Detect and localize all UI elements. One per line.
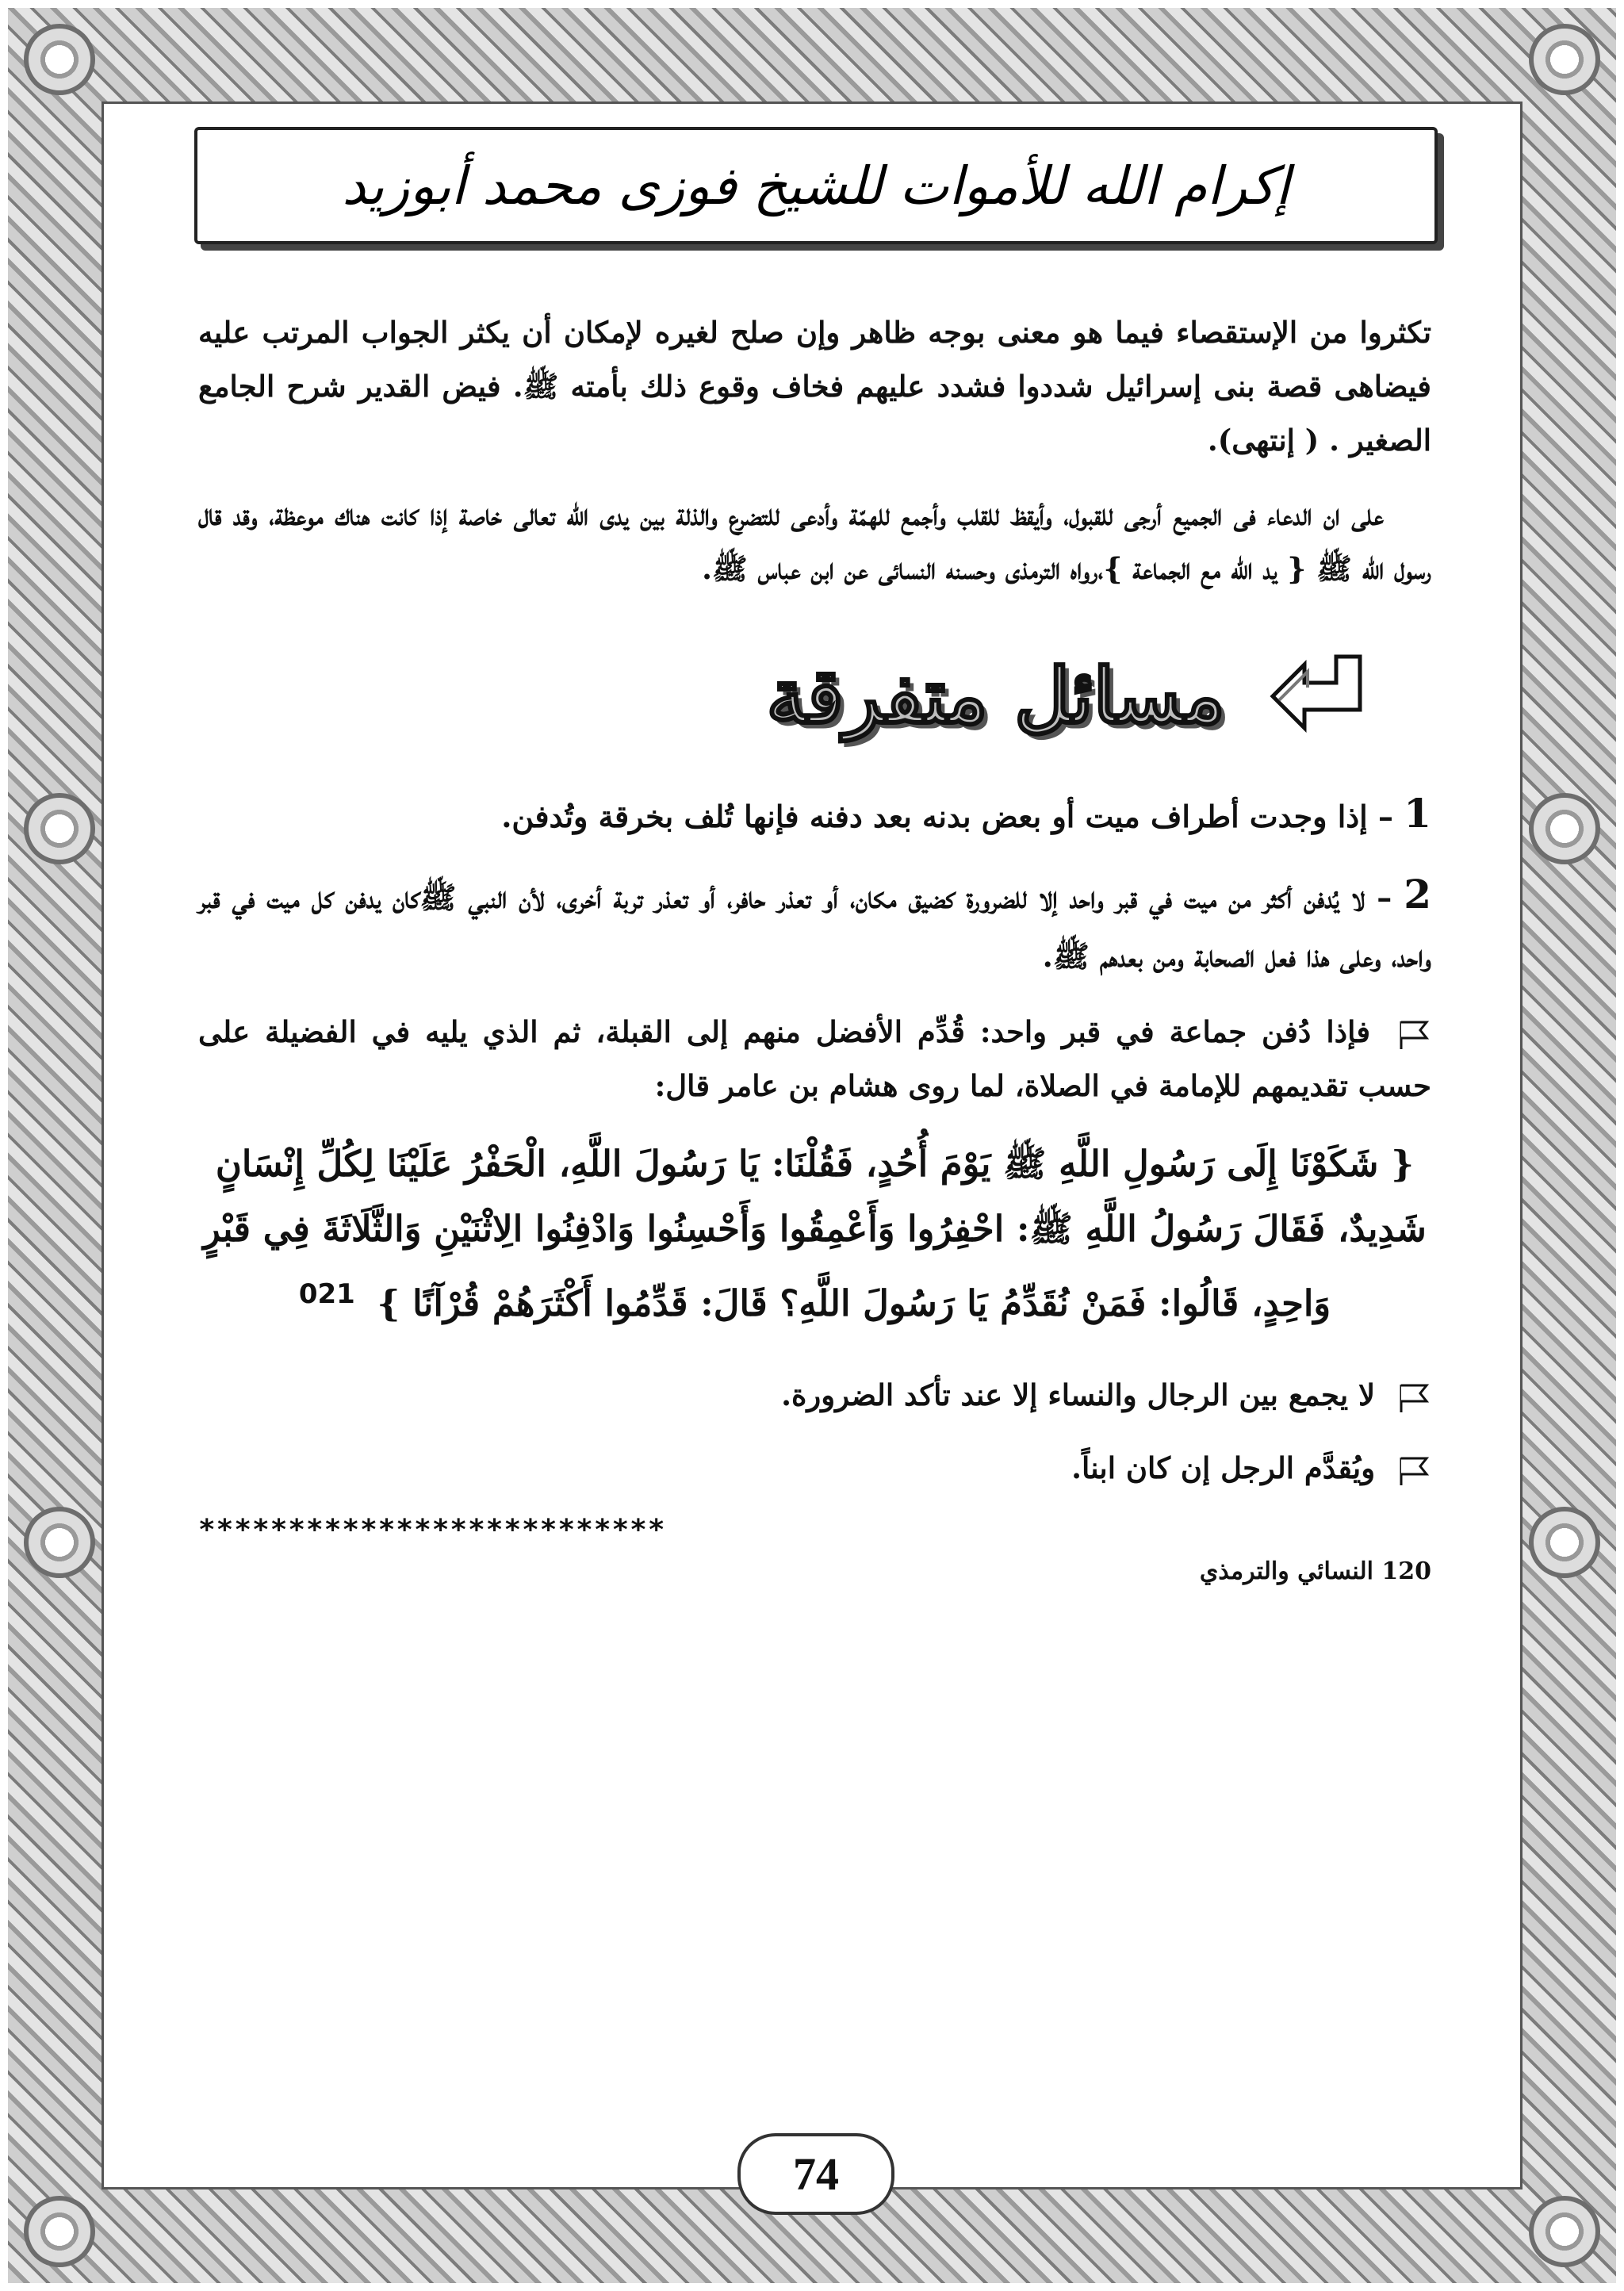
rosette-bottom-left bbox=[24, 2196, 95, 2267]
section-title: مسائل متفرقة bbox=[766, 651, 1225, 741]
rosette-right bbox=[1529, 793, 1600, 864]
flag-icon bbox=[1396, 1019, 1431, 1051]
rosette-right-lower bbox=[1529, 1507, 1600, 1578]
hadith-quote bbox=[198, 1132, 1431, 1336]
rosette-left-lower bbox=[24, 1507, 95, 1578]
page-number: 74 bbox=[793, 2148, 839, 2200]
page-title: إكرام الله للأموات للشيخ فوزى محمد أبوزيد bbox=[342, 155, 1290, 216]
flag-paragraph bbox=[198, 1441, 1431, 1495]
rosette-bottom-right bbox=[1529, 2196, 1600, 2267]
flag-paragraph-text: فإذا دُفن جماعة في قبر واحد: قُدِّم الأفضل منهم إلى القبلة، ثم الذي يليه في الفضيلة على حسب تقديمهم للإمامة في الصلاة، لما روى هشام بن عامر قال: bbox=[198, 1014, 1431, 1103]
footnote: 120 النسائي والترمذي bbox=[1199, 1557, 1431, 1585]
header-title-box bbox=[194, 127, 1438, 244]
item-text: – إذا وجدت أطراف ميت أو بعض بدنه بعد دفنه فإنها تُلف بخرقة وتُدفن. bbox=[501, 799, 1393, 834]
footnote-separator: ************************** bbox=[198, 1514, 666, 1546]
rosette-top-right bbox=[1529, 24, 1600, 95]
hadith-text: { شَكَوْنَا إِلَى رَسُولِ اللَّهِ ﷺ يَوْمَ أُحُدٍ، فَقُلْنَا: يَا رَسُولَ اللَّهِ، الْحَفْرُ عَلَيْنَا لِكُلِّ إِنْسَانٍ شَدِيدٌ، فَقَالَ رَسُولُ اللَّهِ ﷺ: احْفِرُوا وَأَعْمِقُوا وَأَحْسِنُوا وَادْفِنُوا الِاثْنَيْنِ وَالثَّلَاثَةَ فِي قَبْرٍ وَاحِدٍ، قَالُوا: فَمَنْ نُقَدِّمُ يَا رَسُولَ اللَّهِ؟ قَالَ: قَدِّمُوا أَكْثَرَهُمْ قُرْآنًا } bbox=[203, 1143, 1427, 1324]
return-arrow-icon bbox=[1257, 653, 1368, 740]
section-heading bbox=[198, 651, 1431, 741]
flag-icon bbox=[1396, 1382, 1431, 1414]
intro-paragraph-1: تكثروا من الإستقصاء فيما هو معنى بوجه ظاهر وإن صلح لغيره لإمكان أن يكثر الجواب المرتب عليه فيضاهى قصة بنى إسرائيل شددوا فشدد عليهم فخاف وقوع ذلك بأمته ﷺ. فيض القدير شرح الجامع الصغير . ( إنتهى). bbox=[198, 315, 1431, 458]
list-item bbox=[198, 865, 1431, 986]
flag-paragraph bbox=[198, 1368, 1431, 1422]
item-text: – لا يُدفن أكثر من ميت في قبر واحد إلا للضرورة كضيق مكان، أو تعذر حافر، أو تعذر تربة أخرى، لأن النبي ﷺكان يدفن كل ميت في قبر واحد، وعلى هذا فعل الصحابة ومن بعدهم ﷺ. bbox=[198, 879, 1431, 974]
item-number: 1 bbox=[1404, 790, 1431, 837]
flag-paragraph-text: ويُقدَّم الرجل إن كان ابناً. bbox=[1071, 1450, 1376, 1485]
item-number: 2 bbox=[1404, 871, 1431, 918]
intro-paragraph-2: على ان الدعاء فى الجميع أرجى للقبول، وأيقظ للقلب وأجمع للهمّة وأدعى للتضرع والذلة بين يدى الله تعالى خاصة إذا كانت هناك موعظة، وقد قال رسول الله ﷺ { يد الله مع الجماعة }،رواه الترمذى وحسنه النسائى عن ابن عباس ﷺ. bbox=[198, 497, 1431, 586]
rosette-left bbox=[24, 793, 95, 864]
rosette-top-left bbox=[24, 24, 95, 95]
main-content bbox=[198, 305, 1431, 1585]
flag-icon bbox=[1396, 1455, 1431, 1487]
list-item bbox=[198, 784, 1431, 846]
page-number-box bbox=[737, 2133, 894, 2215]
flag-paragraph bbox=[198, 1005, 1431, 1113]
footnote-reference: 021 bbox=[298, 1278, 355, 1310]
flag-paragraph-text: لا يجمع بين الرجال والنساء إلا عند تأكد الضرورة. bbox=[781, 1377, 1376, 1412]
